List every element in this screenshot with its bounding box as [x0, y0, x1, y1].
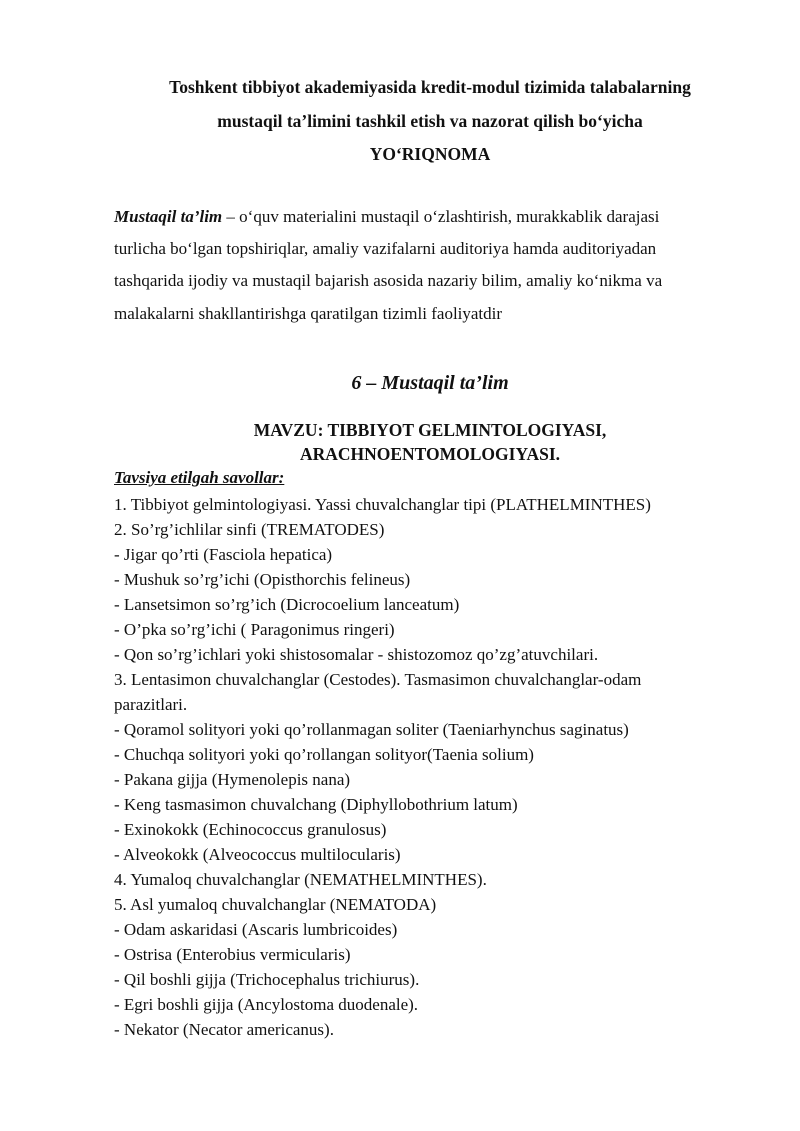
list-item: - Lansetsimon so’rg’ich (Dicrocoelium lanceatum): [114, 595, 460, 614]
list-item: parazitlari.: [114, 695, 188, 714]
document-title-line-2: mustaqil ta’limini tashkil etish va nazorat qilish bo‘yicha: [217, 111, 643, 131]
list-item: 4. Yumaloq chuvalchanglar (NEMATHELMINTHES).: [114, 870, 487, 889]
definition-term: Mustaqil ta’lim: [114, 207, 223, 226]
list-item: 3. Lentasimon chuvalchanglar (Cestodes). Tasmasimon chuvalchanglar-odam: [114, 670, 642, 689]
section-heading: 6 – Mustaqil ta’lim: [351, 372, 509, 394]
questions-list: [114, 492, 754, 1042]
document-title-line-3: YO‘RIQNOMA: [369, 144, 491, 164]
list-item: - Qoramol solityori yoki qo’rollanmagan soliter (Taeniarhynchus saginatus): [114, 720, 629, 739]
definition-text-1: – o‘quv materialini mustaqil o‘zlashtirish, murakkablik darajasi: [222, 207, 660, 226]
list-item: - Odam askaridasi (Ascaris lumbricoides): [114, 920, 398, 939]
topic-line-1: MAVZU: TIBBIYOT GELMINTOLOGIYASI,: [253, 420, 607, 440]
definition-line-1: [114, 206, 734, 228]
list-item: - O’pka so’rg’ichi ( Paragonimus ringeri): [114, 620, 395, 639]
document-title-line-1: Toshkent tibbiyot akademiyasida kredit-modul tizimida talabalarning: [169, 77, 691, 97]
list-item: - Mushuk so’rg’ichi (Opisthorchis felineus): [114, 570, 411, 589]
list-item: - Qil boshli gijja (Trichocephalus trichiurus).: [114, 970, 420, 989]
questions-label: Tavsiya etilgah savollar:: [114, 468, 285, 487]
list-item: 1. Tibbiyot gelmintologiyasi. Yassi chuvalchanglar tipi (PLATHELMINTHES): [114, 495, 651, 514]
list-item: 5. Asl yumaloq chuvalchanglar (NEMATODA): [114, 895, 437, 914]
list-item: - Pakana gijja (Hymenolepis nana): [114, 770, 351, 789]
definition-line-3: tashqarida ijodiy va mustaqil bajarish asosida nazariy bilim, amaliy ko‘nikma va: [114, 271, 663, 290]
list-item: - Keng tasmasimon chuvalchang (Diphyllobothrium latum): [114, 795, 518, 814]
list-item: - Jigar qo’rti (Fasciola hepatica): [114, 545, 333, 564]
list-item: - Qon so’rg’ichlari yoki shistosomalar - shistozomoz qo’zg’atuvchilari.: [114, 645, 599, 664]
list-item: - Egri boshli gijja (Ancylostoma duodenale).: [114, 995, 419, 1014]
definition-line-4: malakalarni shakllantirishga qaratilgan tizimli faoliyatdir: [114, 304, 503, 323]
definition-line-2: turlicha bo‘lgan topshiriqlar, amaliy vazifalarni auditoriya hamda auditoriyadan: [114, 239, 657, 258]
list-item: - Alveokokk (Alveococcus multilocularis): [114, 845, 401, 864]
topic-line-2: ARACHNOENTOMOLOGIYASI.: [299, 444, 561, 464]
list-item: - Ostrisa (Enterobius vermicularis): [114, 945, 351, 964]
list-item: - Chuchqa solityori yoki qo’rollangan solityor(Taenia solium): [114, 745, 534, 764]
list-item: 2. So’rg’ichlilar sinfi (TREMATODES): [114, 520, 385, 539]
list-item: - Nekator (Necator americanus).: [114, 1020, 334, 1039]
list-item: - Exinokokk (Echinococcus granulosus): [114, 820, 387, 839]
